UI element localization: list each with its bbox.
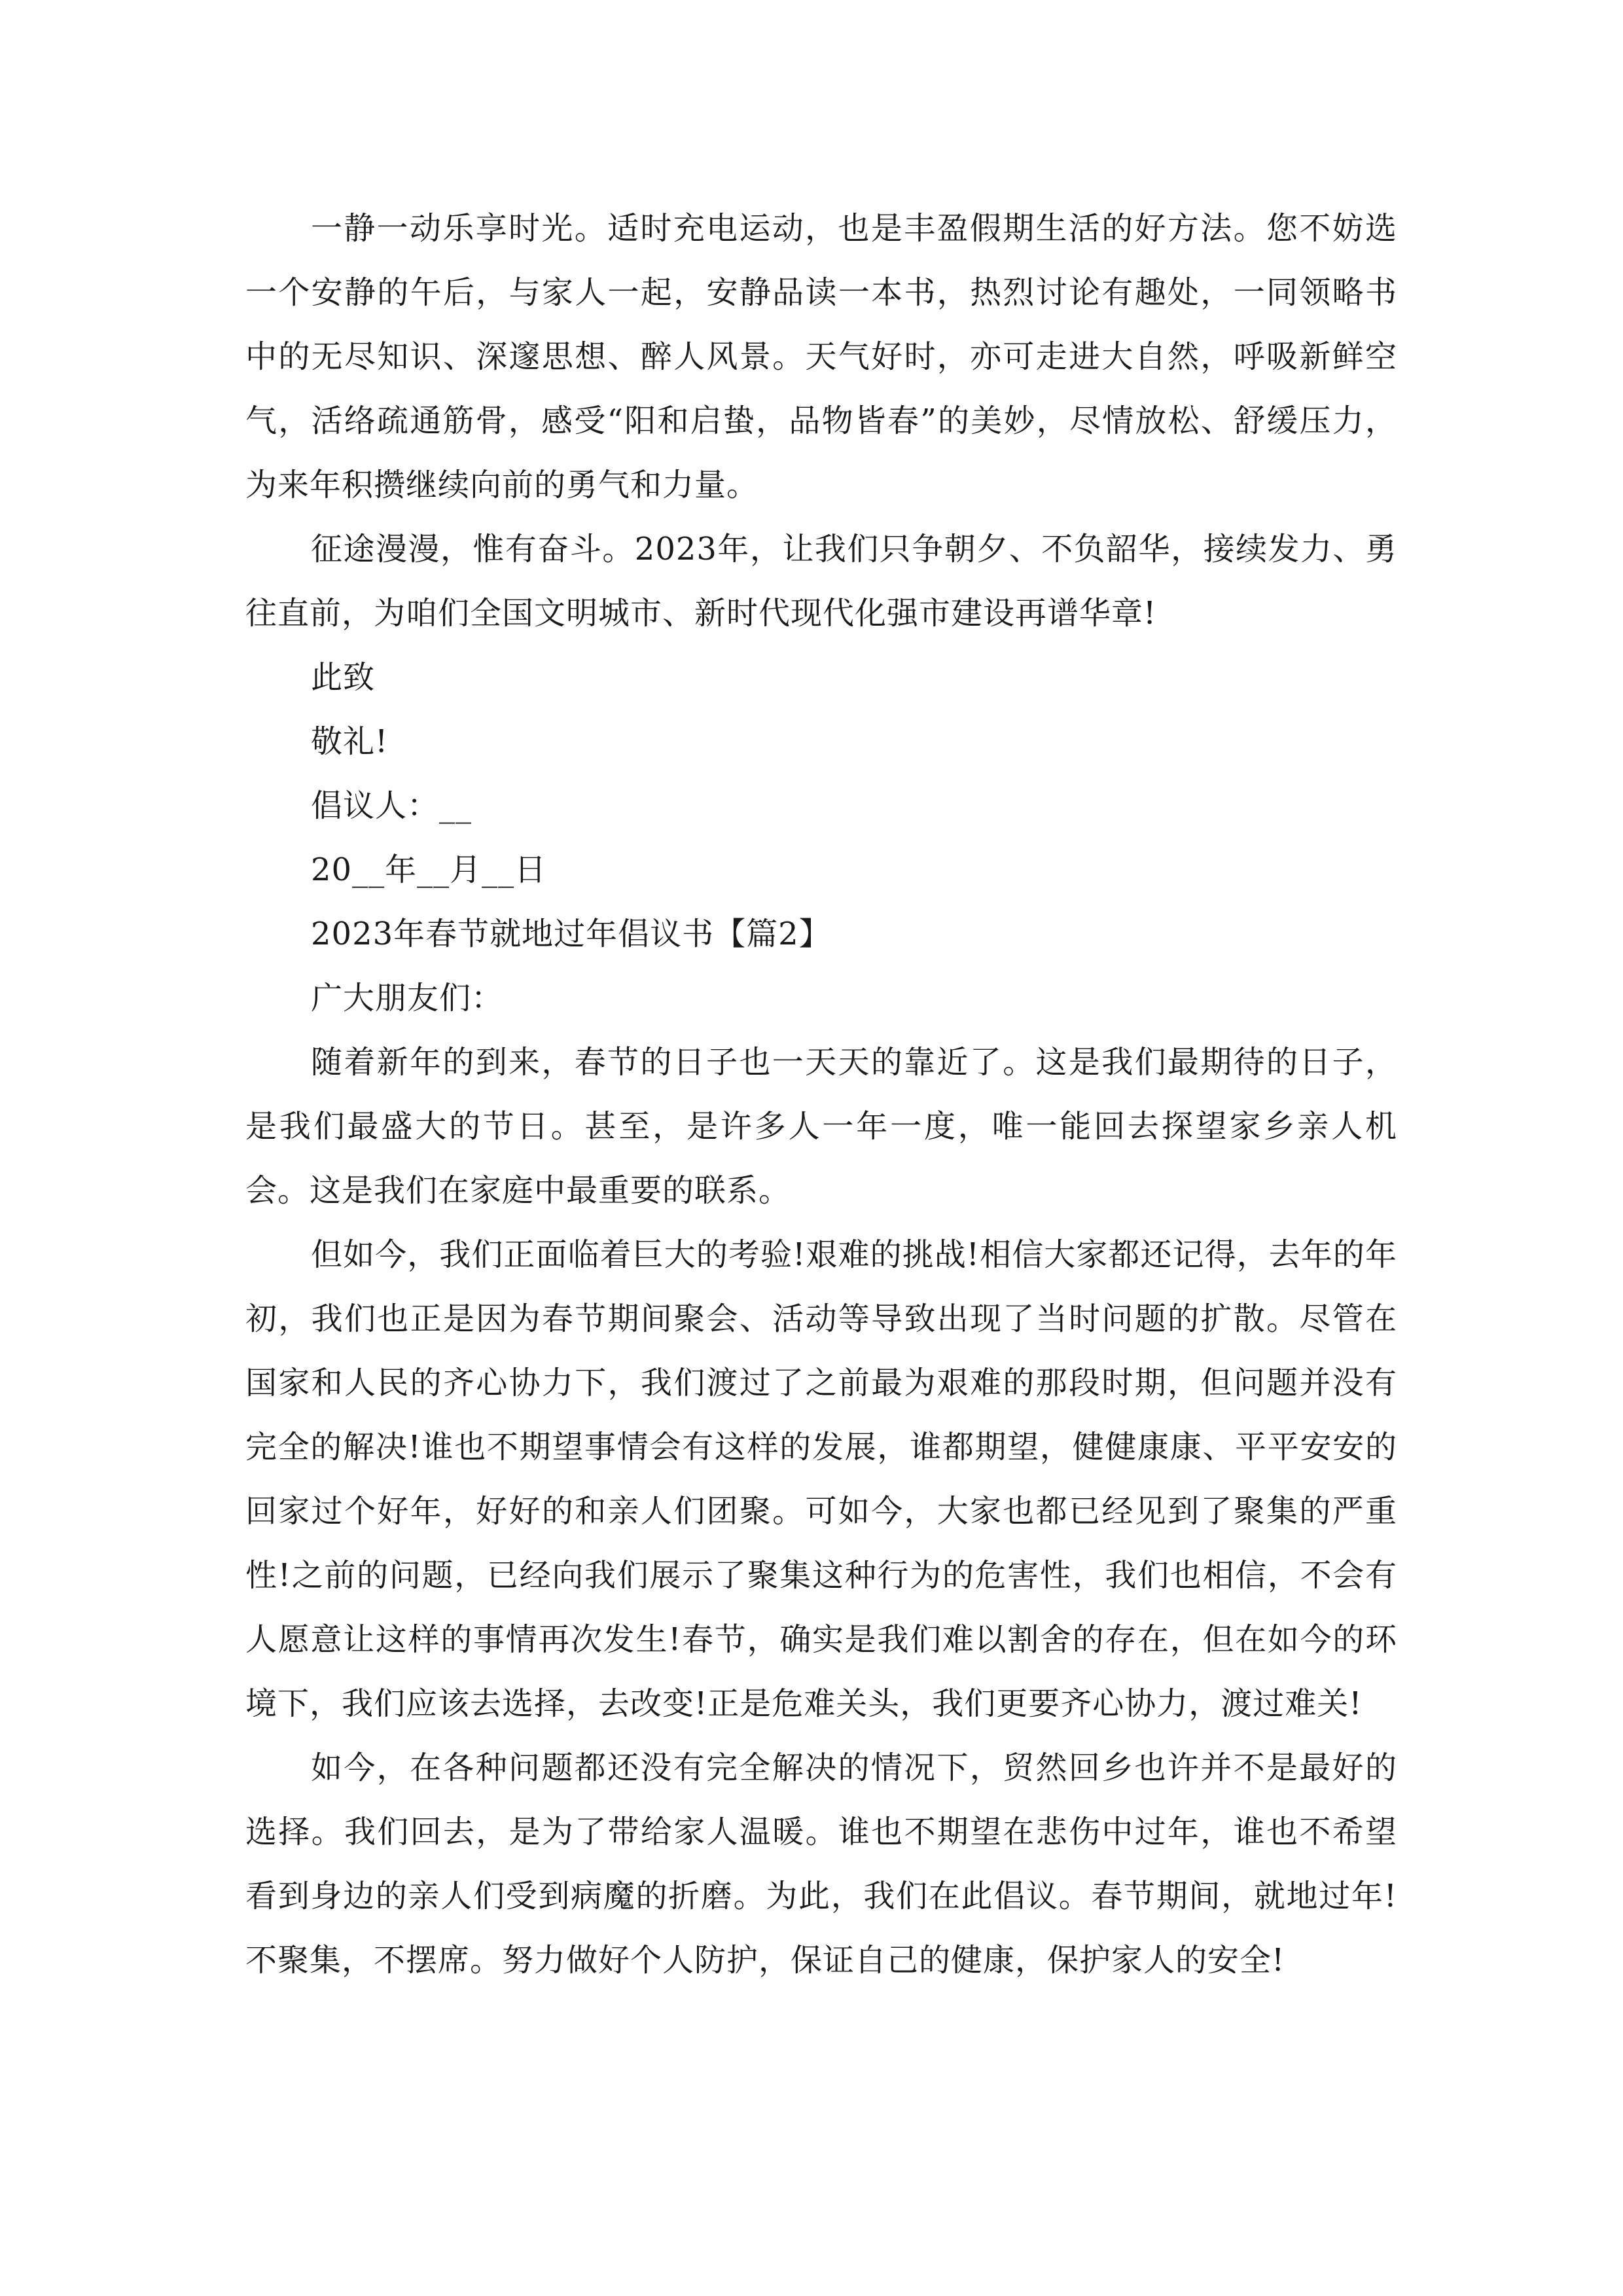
greeting: 广大朋友们： <box>311 980 504 1016</box>
paragraph-challenge: 但如今，我们正面临着巨大的考验!艰难的挑战!相信大家都还记得，去年的年初，我们也正是因为春节期间聚会、活动等导致出现了当时问题的扩散。尽管在国家和人民的齐心协力下，我们渡过了之前最为艰难的那段时期，但问题并没有完全的解决!谁也不期望事情会有这样的发展，谁都期望，健健康康、平平安安的回家过个好年，好好的和亲人们团聚。可如今，大家也都已经见到了聚集的严重性!之前的问题，已经向我们展示了聚集这种行为的危害性，我们也相信，不会有人愿意让这样的事情再次发生!春节，确实是我们难以割舍的存在，但在如今的环境下，我们应该去选择，去改变!正是危难关头，我们更要齐心协力，渡过难关! <box>245 1236 1397 1722</box>
proposer-line: 倡议人：__ <box>311 787 473 824</box>
paragraph-striving: 征途漫漫，惟有奋斗。2023年，让我们只争朝夕、不负韶华，接续发力、勇往直前，为咱们全国文明城市、新时代现代化强市建设再谱华章! <box>245 531 1397 632</box>
paragraph-leisure-time: 一静一动乐享时光。适时充电运动，也是丰盈假期生活的好方法。您不妨选一个安静的午后，与家人一起，安静品读一本书，热烈讨论有趣处，一同领略书中的无尽知识、深邃思想、醉人风景。天气好时，亦可走进大自然，呼吸新鲜空气，活络疏通筋骨，感受“阳和启蛰，品物皆春”的美妙，尽情放松、舒缓压力，为来年积攒继续向前的勇气和力量。 <box>245 210 1397 503</box>
document-body <box>245 196 1397 1992</box>
closing-respect: 敬礼! <box>311 723 389 760</box>
date-line: 20__年__月__日 <box>311 852 547 888</box>
paragraph-proposal: 如今，在各种问题都还没有完全解决的情况下，贸然回乡也许并不是最好的选择。我们回去，是为了带给家人温暖。谁也不期望在悲伤中过年，谁也不希望看到身边的亲人们受到病魔的折磨。为此，我们在此倡议。春节期间，就地过年!不聚集，不摆席。努力做好个人防护，保证自己的健康，保护家人的安全! <box>245 1749 1397 1979</box>
section-title: 2023年春节就地过年倡议书【篇2】 <box>311 916 831 952</box>
closing-salutation: 此致 <box>311 659 376 696</box>
paragraph-new-year: 随着新年的到来，春节的日子也一天天的靠近了。这是我们最期待的日子，是我们最盛大的节日。甚至，是许多人一年一度，唯一能回去探望家乡亲人机会。这是我们在家庭中最重要的联系。 <box>245 1044 1397 1209</box>
